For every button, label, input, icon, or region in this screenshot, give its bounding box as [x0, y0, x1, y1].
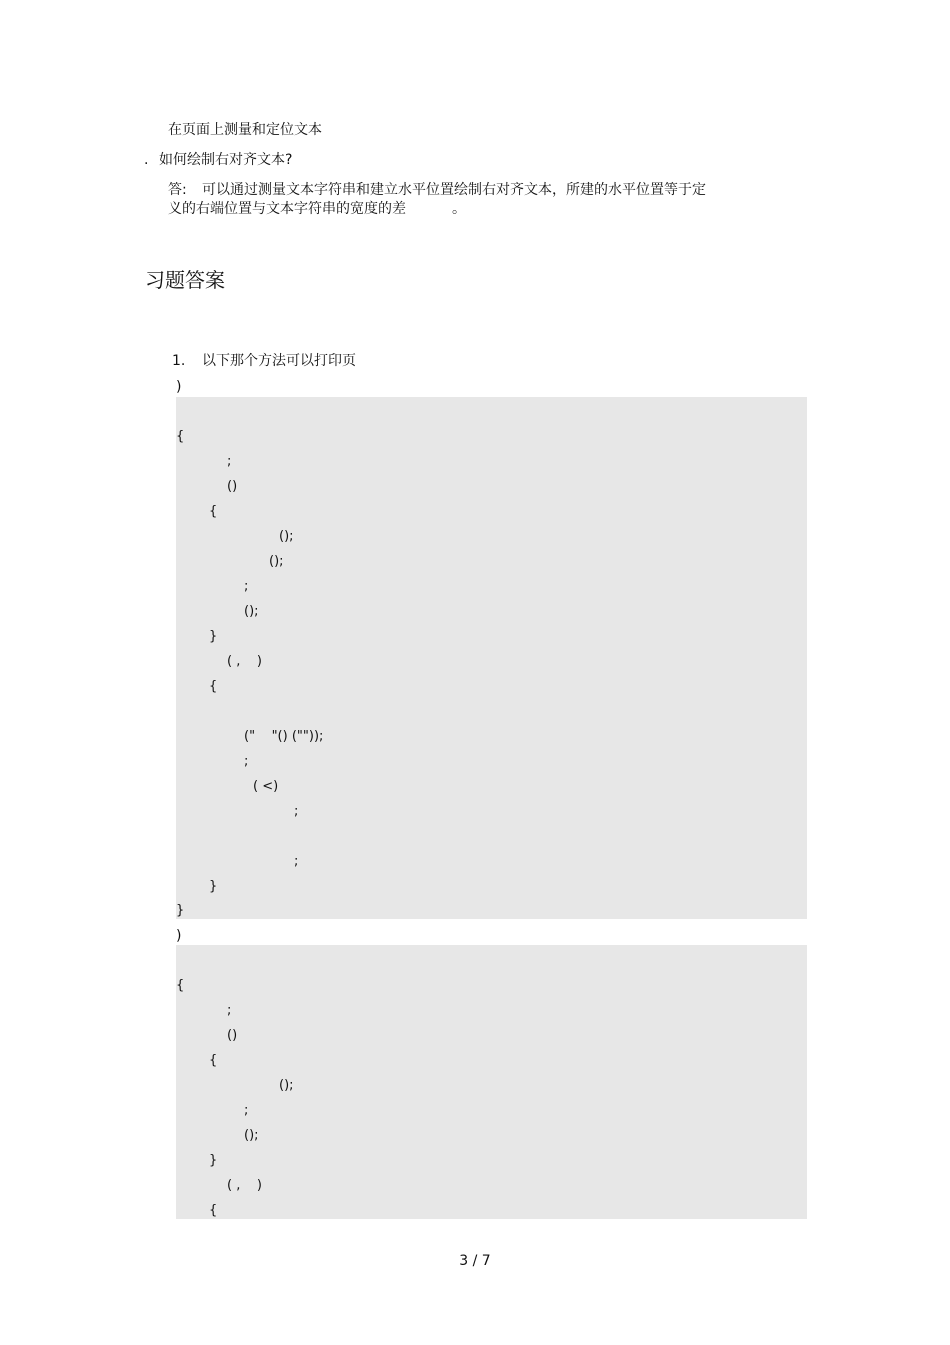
- code-line: ;: [294, 854, 299, 869]
- code-line: ;: [244, 1103, 249, 1118]
- code-line: }: [209, 879, 218, 894]
- exercises-title: 习题答案: [145, 268, 225, 292]
- code-line: ;: [294, 804, 299, 819]
- code-line: (" "() (""));: [244, 729, 324, 744]
- item-1-text: 以下那个方法可以打印页: [202, 353, 356, 369]
- code-line: ();: [279, 1078, 294, 1093]
- code-line: (): [227, 1028, 238, 1043]
- code-line: }: [209, 629, 218, 644]
- answer-line-2: 义的右端位置与文本字符串的宽度的差: [168, 201, 406, 217]
- code-line: {: [176, 978, 185, 993]
- code-line: {: [209, 1053, 218, 1068]
- code-line: ();: [244, 604, 259, 619]
- code-line: ;: [244, 579, 249, 594]
- code-line: {: [176, 429, 185, 444]
- code-line: ;: [227, 454, 232, 469]
- page-number: 3 / 7: [459, 1253, 491, 1269]
- subheading: 在页面上测量和定位文本: [168, 122, 322, 138]
- question-marker: .: [144, 152, 149, 168]
- code-line: ();: [244, 1128, 259, 1143]
- code-line: {: [209, 1203, 218, 1218]
- code-line: }: [209, 1153, 218, 1168]
- code-block-a: [176, 397, 807, 919]
- code-line: ( , ): [227, 654, 262, 669]
- option-b-marker: ): [176, 928, 182, 944]
- code-line: (): [227, 479, 238, 494]
- code-line: ;: [244, 754, 249, 769]
- code-line: ( <): [253, 779, 279, 794]
- answer-line-1: 可以通过测量文本字符串和建立水平位置绘制右对齐文本，所建的水平位置等于定: [202, 182, 706, 198]
- code-line: ();: [269, 554, 284, 569]
- question-text: 如何绘制右对齐文本?: [159, 152, 293, 168]
- answer-end: 。: [452, 201, 466, 217]
- code-line: {: [209, 679, 218, 694]
- code-line: ();: [279, 529, 294, 544]
- code-line: ;: [227, 1003, 232, 1018]
- code-block-b: [176, 945, 807, 1219]
- code-line: {: [209, 504, 218, 519]
- item-1-number: 1.: [172, 353, 186, 369]
- answer-label: 答:: [168, 182, 187, 198]
- code-line: }: [176, 903, 185, 918]
- option-a-marker: ): [176, 379, 182, 395]
- code-line: ( , ): [227, 1178, 262, 1193]
